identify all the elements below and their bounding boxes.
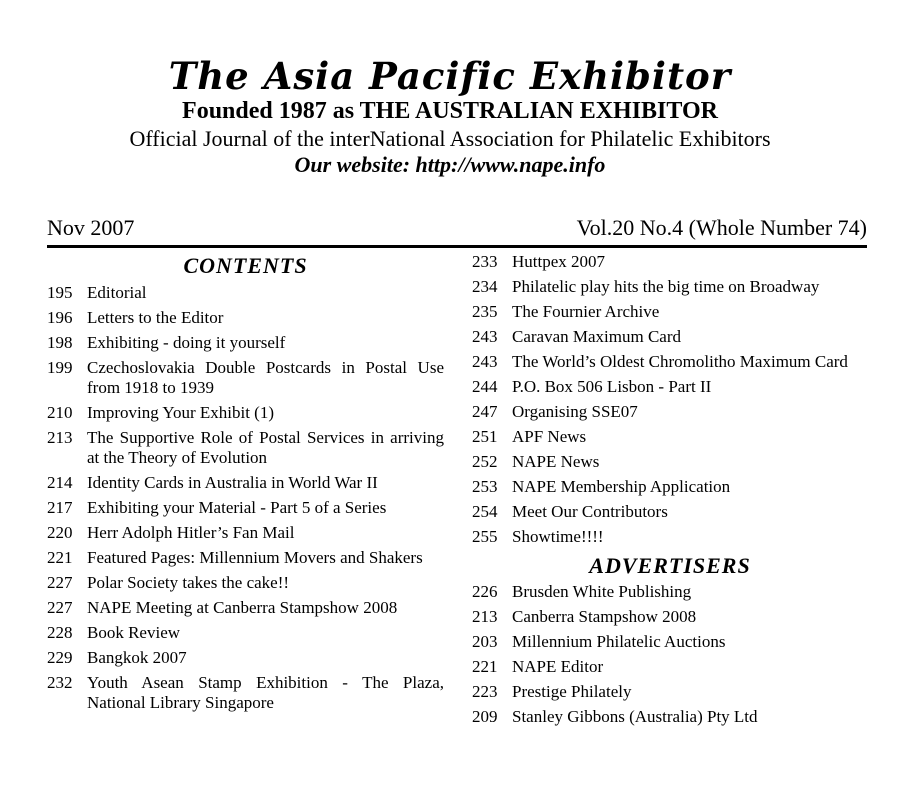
page-number: 196: [47, 308, 73, 327]
page-number: 213: [472, 607, 498, 626]
contents-entry: [472, 352, 868, 372]
article-title: Polar Society takes the cake!!: [87, 573, 290, 592]
contents-entry: [472, 502, 868, 522]
founded-line: Founded 1987 as THE AUSTRALIAN EXHIBITOR: [182, 98, 718, 124]
page-number: 203: [472, 632, 498, 651]
journal-title: The Asia Pacific Exhibitor: [168, 54, 732, 98]
page-number: 199: [47, 358, 73, 377]
article-title: Book Review: [87, 623, 181, 642]
contents-entry: [47, 548, 444, 568]
page-number: 214: [47, 473, 73, 492]
article-title: Improving Your Exhibit (1): [87, 403, 274, 422]
page-number: 195: [47, 283, 73, 302]
article-title: Millennium Philatelic Auctions: [512, 632, 726, 651]
article-title: Exhibiting - doing it yourself: [87, 333, 286, 352]
article-title: Canberra Stampshow 2008: [512, 607, 697, 626]
advertiser-entry: [472, 632, 868, 652]
contents-entry: [47, 358, 444, 398]
advertiser-entry: [472, 582, 868, 602]
page-number: 213: [47, 428, 73, 447]
divider-rule: [47, 245, 867, 248]
page-number: 243: [472, 352, 498, 371]
page-number: 220: [47, 523, 73, 542]
contents-entry: [47, 283, 444, 303]
contents-entry: [47, 623, 444, 643]
article-title: Featured Pages: Millennium Movers and Shakers: [87, 548, 423, 567]
page-number: 223: [472, 682, 498, 701]
masthead: [0, 55, 900, 178]
article-title: Bangkok 2007: [87, 648, 187, 667]
article-title: NAPE Membership Application: [512, 477, 731, 496]
contents-right-column: [472, 252, 868, 732]
contents-entry: [472, 327, 868, 347]
page-number: 234: [472, 277, 498, 296]
contents-entry: [47, 523, 444, 543]
issue-info: [47, 214, 867, 242]
page-number: 217: [47, 498, 73, 517]
article-title: Huttpex 2007: [512, 252, 606, 271]
contents-entry: [47, 403, 444, 423]
contents-entry: [472, 302, 868, 322]
issue-date: Nov 2007: [47, 215, 135, 240]
contents-entry: [472, 277, 868, 297]
contents-entry: [47, 308, 444, 328]
article-title: Czechoslovakia Double Postcards in Postal Use from 1918 to 1939: [87, 358, 444, 397]
article-title: NAPE News: [512, 452, 600, 471]
contents-entry: [472, 527, 868, 547]
page-number: 198: [47, 333, 73, 352]
article-title: NAPE Editor: [512, 657, 604, 676]
article-title: Caravan Maximum Card: [512, 327, 682, 346]
advertiser-entry: [472, 657, 868, 677]
article-title: The World’s Oldest Chromolitho Maximum Card: [512, 352, 848, 371]
advertisers-list: [472, 582, 868, 727]
page-number: 233: [472, 252, 498, 271]
page-number: 228: [47, 623, 73, 642]
page-number: 221: [472, 657, 498, 676]
article-title: Editorial: [87, 283, 147, 302]
contents-entry: [47, 498, 444, 518]
issue-volume: Vol.20 No.4 (Whole Number 74): [576, 215, 867, 240]
contents-entry: [47, 648, 444, 668]
contents-entry: [472, 427, 868, 447]
page-number: 244: [472, 377, 498, 396]
page-number: 209: [472, 707, 498, 726]
contents-heading: CONTENTS: [183, 253, 308, 278]
page-number: 252: [472, 452, 498, 471]
article-title: Meet Our Contributors: [512, 502, 668, 521]
article-title: Organising SSE07: [512, 402, 638, 421]
article-title: NAPE Meeting at Canberra Stampshow 2008: [87, 598, 398, 617]
contents-entry: [472, 252, 868, 272]
page-number: 253: [472, 477, 498, 496]
contents-entry: [47, 428, 444, 468]
page-number: 235: [472, 302, 498, 321]
advertiser-entry: [472, 707, 868, 727]
contents-entry: [47, 573, 444, 593]
page-number: 227: [47, 573, 73, 592]
page-number: 226: [472, 582, 498, 601]
contents-entry: [472, 452, 868, 472]
advertiser-entry: [472, 682, 868, 702]
advertisers-heading: ADVERTISERS: [589, 553, 751, 578]
page-number: 254: [472, 502, 498, 521]
article-title: APF News: [512, 427, 587, 446]
article-title: The Supportive Role of Postal Services in arriving at the Theory of Evolution: [87, 428, 444, 467]
contents-entry: [47, 673, 444, 713]
contents-entry: [472, 402, 868, 422]
official-journal-line: Official Journal of the interNational Association for Philatelic Exhibitors: [129, 126, 771, 151]
contents-left-column: [47, 252, 444, 718]
contents-entry: [472, 477, 868, 497]
contents-entry: [47, 333, 444, 353]
page-number: 210: [47, 403, 73, 422]
page-number: 247: [472, 402, 498, 421]
article-title: Stanley Gibbons (Australia) Pty Ltd: [512, 707, 758, 726]
page-number: 243: [472, 327, 498, 346]
contents-entry: [472, 377, 868, 397]
page-number: 232: [47, 673, 73, 692]
page-number: 229: [47, 648, 73, 667]
article-title: Prestige Philately: [512, 682, 632, 701]
website-line: Our website: http://www.nape.info: [294, 152, 606, 177]
article-title: Philatelic play hits the big time on Broadway: [512, 277, 820, 296]
page-number: 251: [472, 427, 498, 446]
page-number: 255: [472, 527, 498, 546]
contents-list-right: [472, 252, 868, 547]
article-title: P.O. Box 506 Lisbon - Part II: [512, 377, 712, 396]
article-title: Showtime!!!!: [512, 527, 604, 546]
page-number: 221: [47, 548, 73, 567]
contents-entry: [47, 473, 444, 493]
article-title: Letters to the Editor: [87, 308, 224, 327]
article-title: Youth Asean Stamp Exhibition - The Plaza, National Library Singapore: [87, 673, 444, 712]
advertiser-entry: [472, 607, 868, 627]
article-title: Herr Adolph Hitler’s Fan Mail: [87, 523, 295, 542]
contents-list-left: [47, 283, 444, 713]
contents-entry: [47, 598, 444, 618]
article-title: Brusden White Publishing: [512, 582, 692, 601]
article-title: The Fournier Archive: [512, 302, 660, 321]
article-title: Identity Cards in Australia in World War II: [87, 473, 378, 492]
article-title: Exhibiting your Material - Part 5 of a Series: [87, 498, 387, 517]
page-number: 227: [47, 598, 73, 617]
